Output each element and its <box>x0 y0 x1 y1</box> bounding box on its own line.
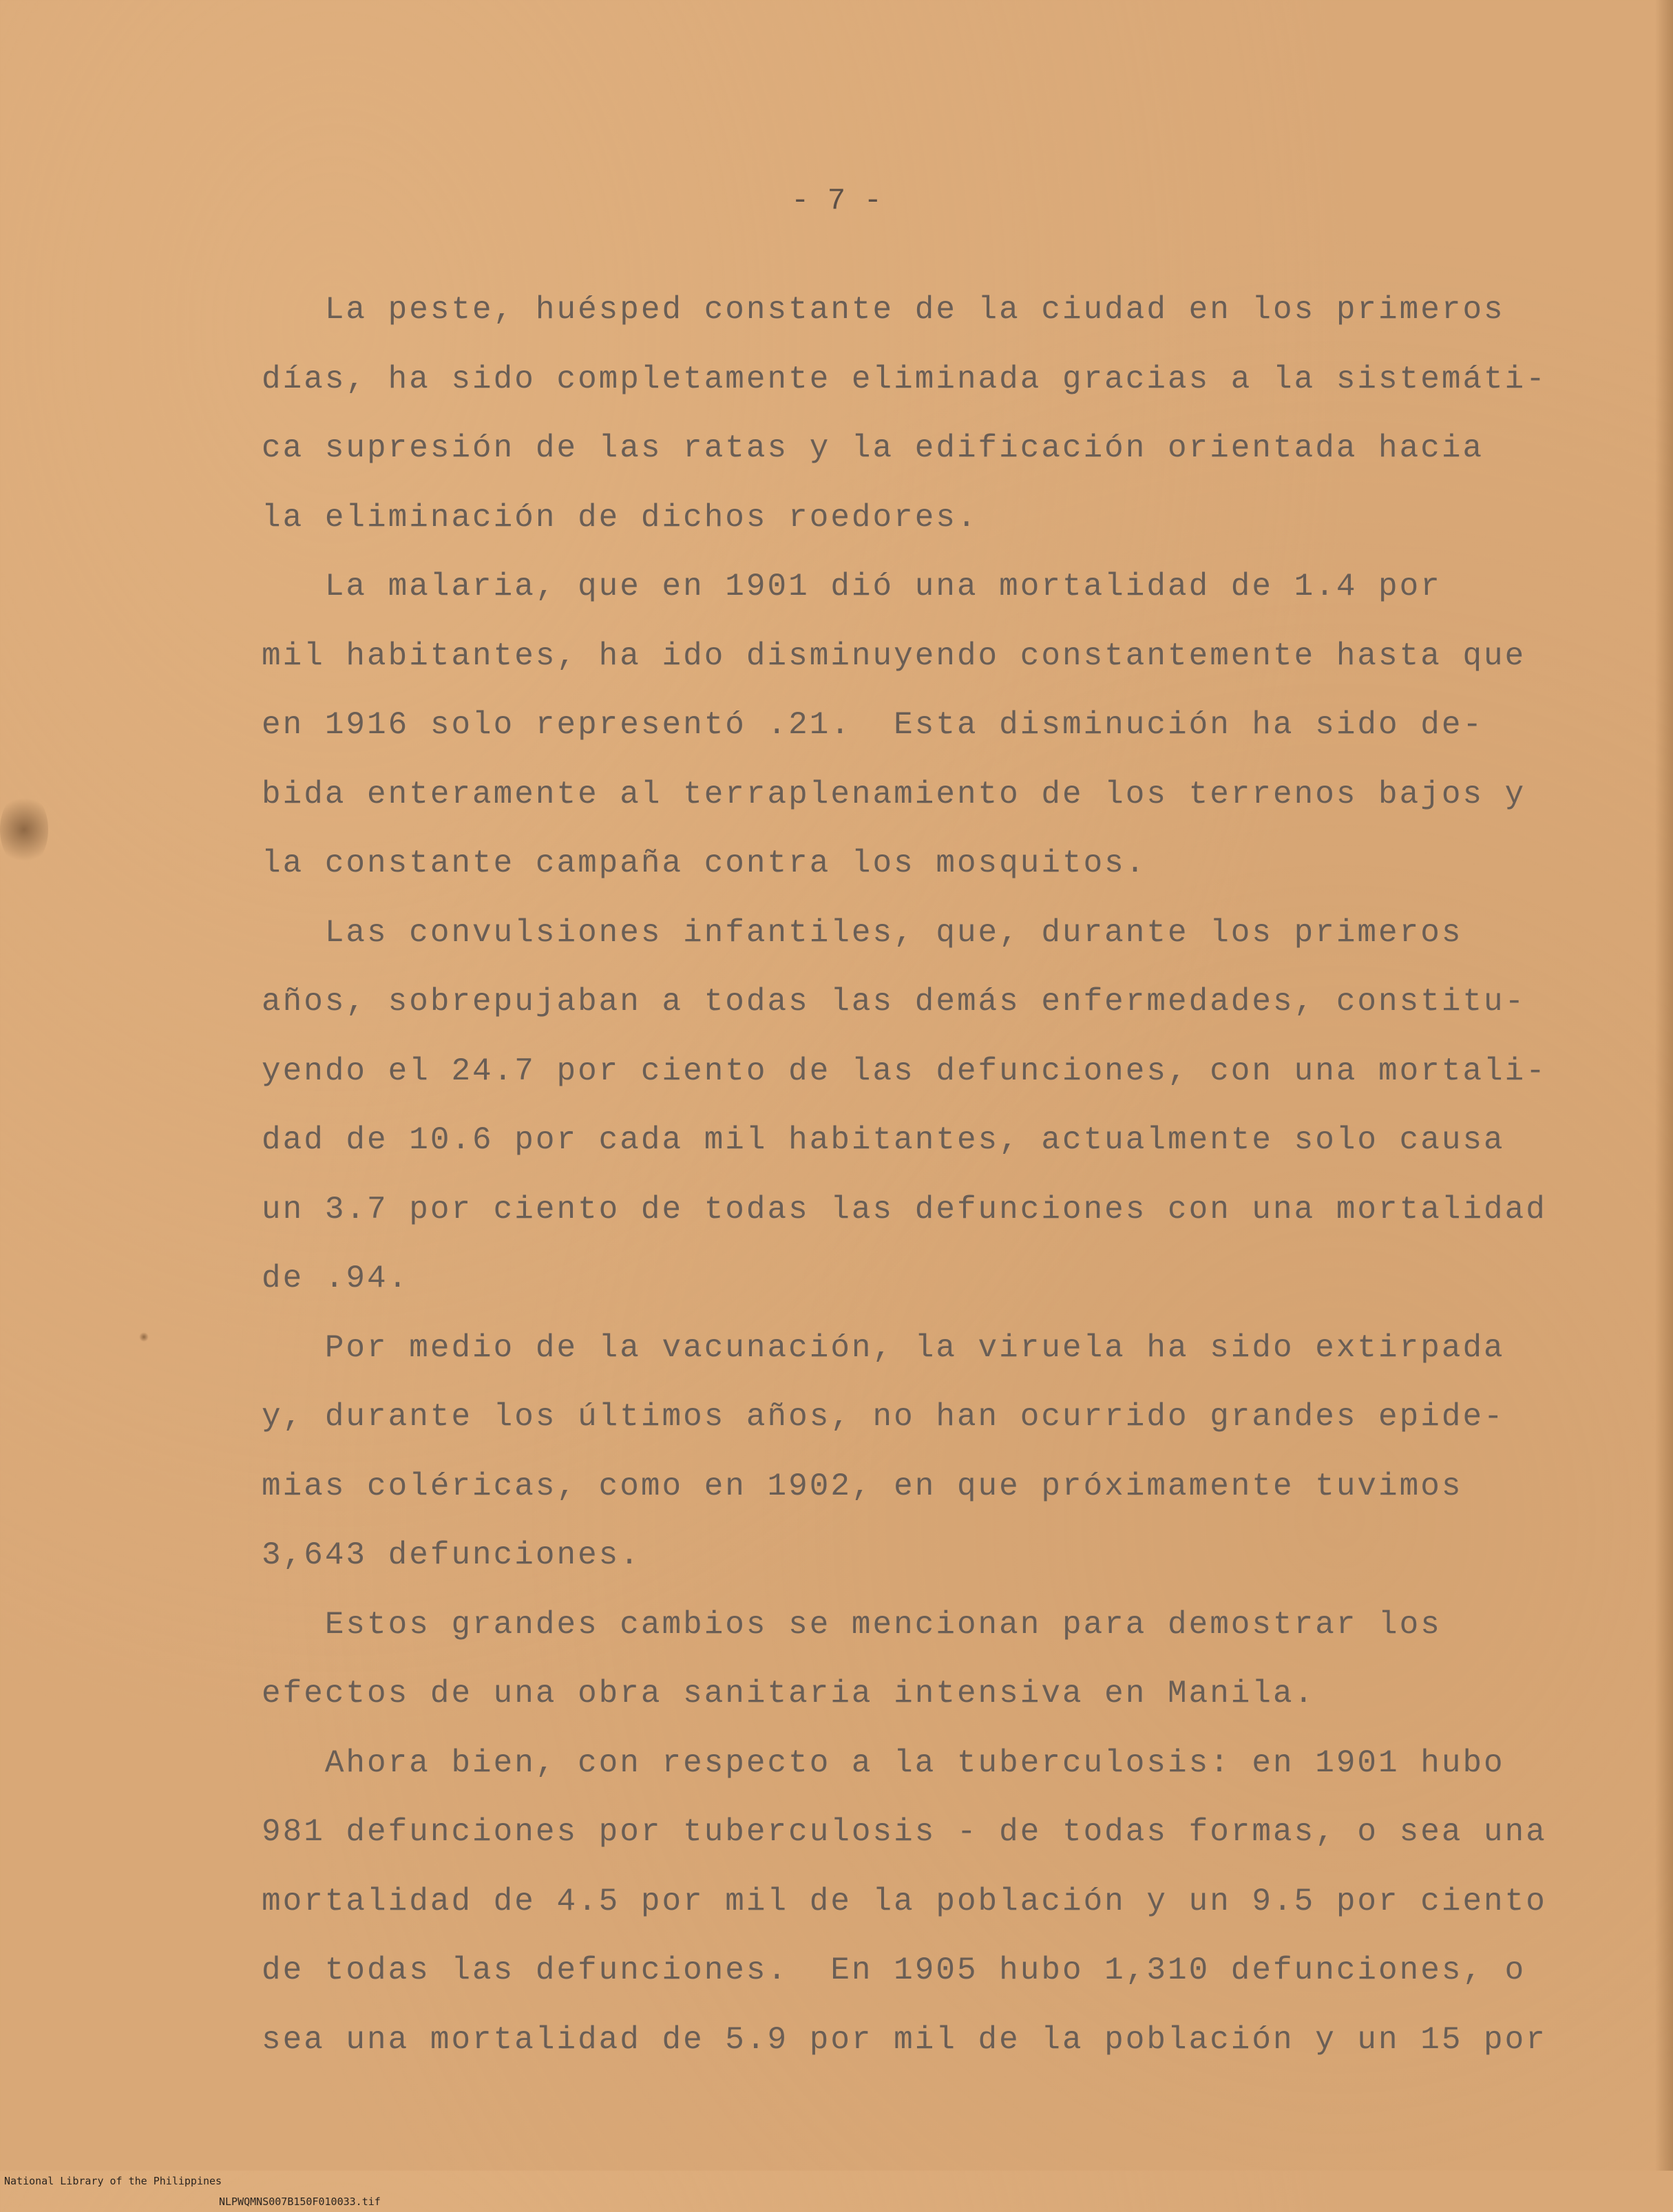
text-line: La peste, huésped constante de la ciudad en los primeros <box>262 292 1505 328</box>
text-line: bida enteramente al terraplenamiento de los terrenos bajos y <box>262 776 1526 812</box>
paragraph-peste <box>262 275 1547 552</box>
ink-speck <box>139 1332 149 1342</box>
paragraph-tuberculosis <box>262 1729 1547 2075</box>
paragraph-viruela <box>262 1314 1542 1590</box>
page-number: - 7 - <box>790 184 883 218</box>
page-edge-shadow <box>1655 0 1673 2171</box>
footer-library-name: National Library of the Philippines <box>4 2175 222 2187</box>
text-line: 981 defunciones por tuberculosis - de todas formas, o sea una <box>262 1814 1547 1850</box>
ink-stain <box>0 792 48 867</box>
text-line: La malaria, que en 1901 dió una mortalidad de 1.4 por <box>262 569 1442 604</box>
text-line: la constante campaña contra los mosquitos. <box>262 845 1147 881</box>
text-line: en 1916 solo representó .21. Esta disminución ha sido de- <box>262 707 1484 743</box>
text-line: Por medio de la vacunación, la viruela ha sido extirpada <box>262 1329 1505 1366</box>
text-line: Estos grandes cambios se mencionan para demostrar los <box>262 1606 1442 1643</box>
paragraph-cambios <box>262 1590 1542 1729</box>
text-line: de todas las defunciones. En 1905 hubo 1,310 defunciones, o <box>262 1952 1526 1988</box>
text-line: yendo el 24.7 por ciento de las defunciones, con una mortali- <box>262 1053 1547 1089</box>
text-line: de .94. <box>262 1261 410 1296</box>
document-body <box>262 275 1547 2074</box>
text-line: días, ha sido completamente eliminada gracias a la sistemáti- <box>262 361 1547 397</box>
scan-footer <box>0 2150 1673 2208</box>
paragraph-convulsiones <box>262 898 1547 1314</box>
text-line: Ahora bien, con respecto a la tuberculosis: en 1901 hubo <box>262 1745 1505 1781</box>
text-line: dad de 10.6 por cada mil habitantes, actualmente solo causa <box>262 1122 1505 1158</box>
text-line: ca supresión de las ratas y la edificación orientada hacia <box>262 430 1484 466</box>
text-line: y, durante los últimos años, no han ocurrido grandes epide- <box>262 1399 1505 1435</box>
text-line: 3,643 defunciones. <box>262 1537 641 1573</box>
text-line: mortalidad de 4.5 por mil de la población y un 9.5 por ciento <box>262 1883 1547 1919</box>
footer-file-id: NLPWQMNS007B150F010033.tif <box>219 2195 381 2208</box>
text-line: un 3.7 por ciento de todas las defunciones con una mortalidad <box>262 1191 1547 1228</box>
text-line: sea una mortalidad de 5.9 por mil de la población y un 15 por <box>262 2021 1547 2058</box>
text-line: años, sobrepujaban a todas las demás enfermedades, constitu- <box>262 984 1526 1020</box>
paragraph-malaria <box>262 552 1542 898</box>
text-line: mias coléricas, como en 1902, en que próximamente tuvimos <box>262 1468 1463 1504</box>
text-line: mil habitantes, ha ido disminuyendo constantemente hasta que <box>262 638 1526 674</box>
text-line: efectos de una obra sanitaria intensiva en Manila. <box>262 1676 1316 1711</box>
text-line: Las convulsiones infantiles, que, durante los primeros <box>262 914 1463 951</box>
text-line: la eliminación de dichos roedores. <box>262 499 978 536</box>
